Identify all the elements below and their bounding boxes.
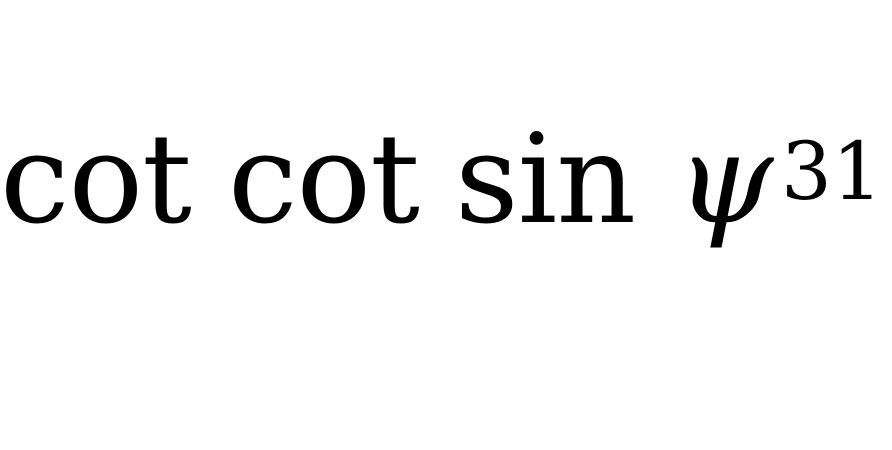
function-cot-1: cot <box>0 108 191 252</box>
function-sin: sin <box>455 108 636 252</box>
variable-psi: ψ <box>676 108 774 252</box>
function-cot-2: cot <box>228 108 419 252</box>
exponent: 31 <box>781 125 883 218</box>
